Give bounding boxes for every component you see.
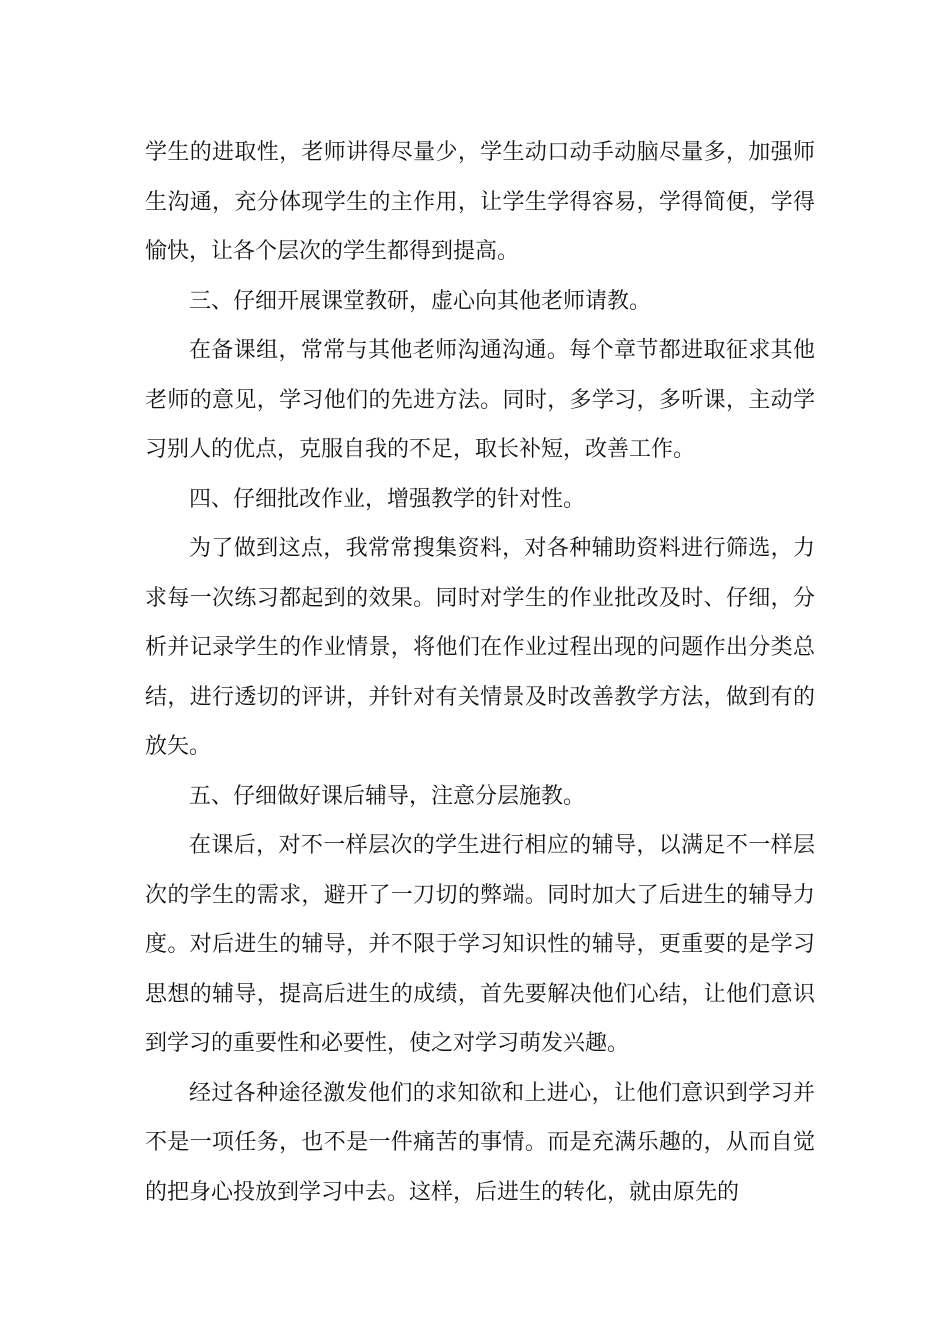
section-heading-4: 四、仔细批改作业，增强教学的针对性。 [189,486,586,512]
paragraph: 在备课组，常常与其他老师沟通沟通。每个章节都进取征求其他老师的意见，学习他们的先进方法。同时，多学习，多听课，主动学习别人的优点，克服自我的不足，取长补短，改善工作。 [145,338,815,462]
paragraph: 为了做到这点，我常常搜集资料，对各种辅助资料进行筛选，力求每一次练习都起到的效果。同时对学生的作业批改及时、仔细，分析并记录学生的作业情景，将他们在作业过程出现的问题作出分类总结，进行透切的评讲，并针对有关情景及时改善教学方法，做到有的放矢。 [145,536,815,759]
paragraph: 在课后，对不一样层次的学生进行相应的辅导，以满足不一样层次的学生的需求，避开了一刀切的弊端。同时加大了后进生的辅导力度。对后进生的辅导，并不限于学习知识性的辅导，更重要的是学习思想的辅导，提高后进生的成绩，首先要解决他们心结，让他们意识到学习的重要性和必要性，使之对学习萌发兴趣。 [145,833,815,1056]
paragraph: 经过各种途径激发他们的求知欲和上进心，让他们意识到学习并不是一项任务，也不是一件痛苦的事情。而是充满乐趣的，从而自觉的把身心投放到学习中去。这样，后进生的转化，就由原先的 [145,1080,815,1205]
section-heading-3: 三、仔细开展课堂教研，虚心向其他老师请教。 [189,288,652,314]
paragraph-continuation: 学生的进取性，老师讲得尽量少，学生动口动手动脑尽量多，加强师生沟通，充分体现学生的主作用，让学生学得容易，学得简便，学得愉快，让各个层次的学生都得到提高。 [145,140,815,264]
document-body [145,128,815,1217]
section-heading-5: 五、仔细做好课后辅导，注意分层施教。 [189,783,586,809]
